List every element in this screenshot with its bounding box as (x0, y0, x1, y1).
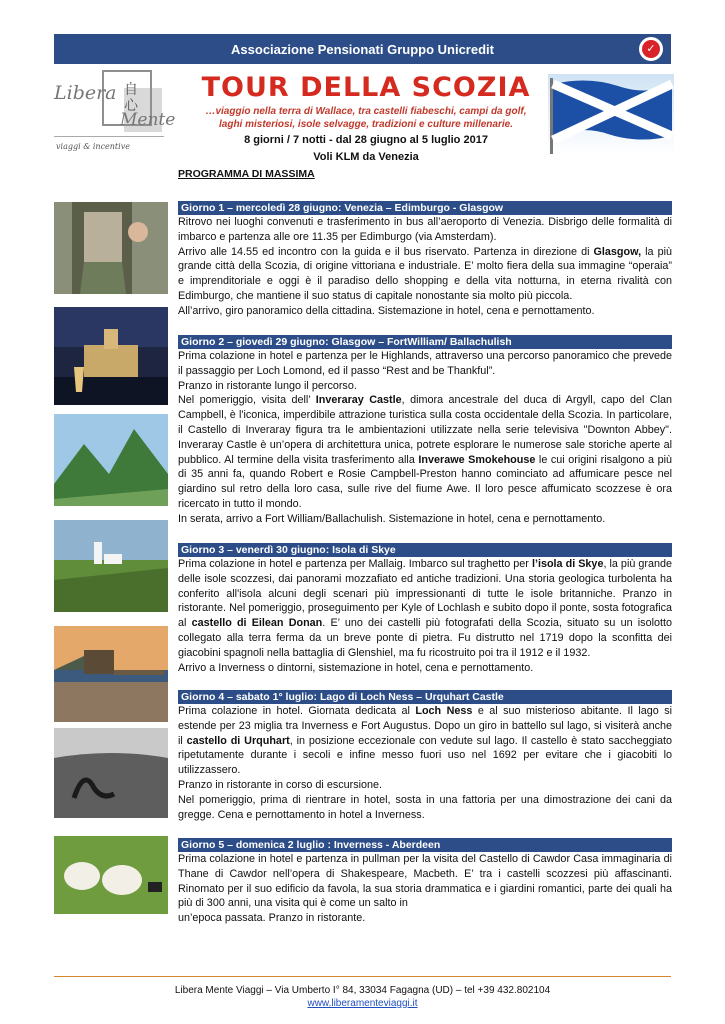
footer-address: Libera Mente Viaggi – Via Umberto I° 84, 33034 Fagagna (UD) – tel +39 432.802104 (174, 985, 551, 996)
day-5 (178, 838, 672, 926)
photo-highlands (54, 414, 168, 506)
brand-logo (54, 70, 180, 156)
day-3-header: Giorno 3 – venerdì 30 giugno: Isola di Skye (178, 543, 672, 557)
day-5-header: Giorno 5 – domenica 2 luglio : Inverness - Aberdeen (178, 838, 672, 852)
subtitle-line-2: laghi misteriosi, isole selvagge, tradizioni e culture millenarie. (219, 119, 513, 130)
photo-skye-lighthouse (54, 520, 168, 612)
day-1-p3: All’arrivo, giro panoramico della cittadina. Sistemazione in hotel, cena e pernottamento. (178, 304, 595, 317)
footer (54, 984, 671, 1010)
trip-dates: 8 giorni / 7 notti - dal 28 giugno al 5 luglio 2017 (244, 134, 488, 146)
footer-divider (54, 976, 671, 977)
footer-website-link[interactable]: www.liberamenteviaggi.it (307, 998, 418, 1009)
day-2 (178, 335, 672, 527)
photo-sheep (54, 836, 168, 914)
day-5-p1: Prima colazione in hotel e partenza in pullman per la visita del Castello di Cawdor Casa immaginaria di Thane di Cawdor nell’opera di Shakespeare, Macbeth. E’ tra i castelli scozzesi più affascinanti. Rinomato per il suo edificio da favola, la sua storia drammatica e i giardini romantici, parte dei quali ha più di 300 anni, una visita qui è come un salto in (178, 853, 672, 910)
day-1 (178, 201, 672, 319)
day-3-p2: Arrivo a Inverness o dintorni, sistemazione in hotel, cena e pernottamento. (178, 661, 534, 674)
photo-eilean-donan (54, 626, 168, 722)
day-4-p3: Nel pomeriggio, prima di rientrare in hotel, sosta in una fattoria per una dimostrazione dei cani da gregge. Cena e pernottamento in hotel a Inverness. (178, 793, 672, 821)
day-2-p3: Nel pomeriggio, visita dell’ Inveraray Castle, dimora ancestrale del duca di Argyll, capo del Clan Campbell, è l'iconica, imperdibile attrazione turistica sulla costa occidentale della Scozia. In particolare, il Castello di Inveraray figura tra le ambientazioni utilizzate nella serie televisiva "Downton Abbey". Inveraray Castle è un’opera di architettura unica, potrete esplorare le numerose sale storiche aperte al pubblico. Al termine della visita trasferimento alla Inverawe Smokehouse le cui origini risalgono a più di 35 anni fa, quando Robert e Rosie Campbell-Preston hanno cominciato ad affumicare pesce nel giardino sul retro della loro casa, sulle rive del fiume Awe. Il loro pesce affumicato scozzese è ora ricercato in tutto il mondo. (178, 394, 673, 510)
scotland-flag-image (548, 74, 674, 154)
day-4 (178, 690, 672, 822)
brand-word-2: Mente (120, 110, 176, 130)
page-title: TOUR DELLA SCOZIA (201, 72, 531, 103)
day-1-header: Giorno 1 – mercoledì 28 giugno: Venezia – Edimburgo - Glasgow (178, 201, 672, 215)
photo-kilt (54, 202, 168, 294)
title-block (186, 72, 546, 165)
photo-glasgow (54, 307, 168, 405)
brand-tagline: viaggi & incentive (56, 142, 130, 151)
org-name: Associazione Pensionati Gruppo Unicredit (231, 41, 494, 57)
trip-flights: Voli KLM da Venezia (313, 151, 419, 163)
day-2-header: Giorno 2 – giovedì 29 giugno: Glasgow – FortWilliam/ Ballachulish (178, 335, 672, 349)
day-4-header: Giorno 4 – sabato 1° luglio: Lago di Loch Ness – Urquhart Castle (178, 690, 672, 704)
unicredit-logo-icon: ✓ (639, 37, 663, 61)
day-2-p1: Prima colazione in hotel e partenza per le Highlands, attraverso una percorso panoramico che prevede il passaggio per Loch Lomond, ed il passo “Rest and be Thankful”. (178, 350, 672, 377)
seal-mark-icon: 自 心 (124, 82, 138, 114)
day-2-p4: In serata, arrivo a Fort William/Ballachulish. Sistemazione in hotel, cena e pernottamento. (178, 512, 606, 525)
day-1-p2: Arrivo alle 14.55 ed incontro con la guida e il bus riservato. Partenza in direzione di Glasgow, la più grande città della Scozia, di origine vittoriana e industriale. E’ molto fiera della sua immagine “operaia” e imprenditoriale e oggi è il paradiso dello shopping e della vita notturna, in eterna rivalità con Edimburgo, che mantiene il suo status di capitale nonostante sia molto più piccola. (178, 245, 672, 302)
subtitle (186, 105, 546, 131)
day-1-p1: Ritrovo nei luoghi convenuti e trasferimento in bus all’aeroporto di Venezia. Disbrigo delle formalità di imbarco e partenza alle ore 11.35 per Edimburgo (via Amsterdam). (178, 216, 672, 243)
programme-title: PROGRAMMA DI MASSIMA (178, 168, 315, 180)
day-4-p1: Prima colazione in hotel. Giornata dedicata al Loch Ness e al suo misterioso abitante. Il lago si estende per 23 miglia tra Inverness e Fort Augustus. Dopo un giro in battello sul lago, si visiterà anche il castello di Urquhart, in posizione eccezionale con vedute sul lago. Il castello è stato saccheggiato ripetutamente durante i secoli e infine messo fuori uso nel 1692 per evitare che i giacobiti lo utilizzassero. (178, 705, 673, 777)
day-3 (178, 543, 672, 675)
day-4-p2: Pranzo in ristorante in corso di escursione. (178, 778, 383, 791)
day-2-p2: Pranzo in ristorante lungo il percorso. (178, 379, 357, 392)
day-5-p2: un’epoca passata. Pranzo in ristorante. (178, 912, 366, 925)
subtitle-line-1: …viaggio nella terra di Wallace, tra castelli fiabeschi, campi da golf, (205, 106, 527, 117)
header-bar (54, 34, 671, 64)
day-3-p1: Prima colazione in hotel e partenza per Mallaig. Imbarco sul traghetto per l’isola di Skye, la più grande delle isole scozzesi, dai panorami mozzafiato ed antiche tradizioni. Una storia geologica turbolenta ha conferito all'isola alcuni degli scenari più impressionanti di tutte le isole britanniche. Pranzo in ristorante. Nel pomeriggio, proseguimento per Kyle of Lochlash e subito dopo il ponte, sosta fotografica al castello di Eilean Donan. E’ uno dei castelli più fotografati della Scozia, situato su un isolotto collegato alla terra ferma da un breve ponte di pietra. Fu distrutto nel 1719 dopo la sconfitta dei giacobini spagnoli nella battaglia di Glenshiel, ma fu ricostruito poi tra il 1912 e il 1932. (178, 558, 672, 659)
photo-loch-ness (54, 728, 168, 818)
brand-word-1: Libera (54, 82, 117, 104)
